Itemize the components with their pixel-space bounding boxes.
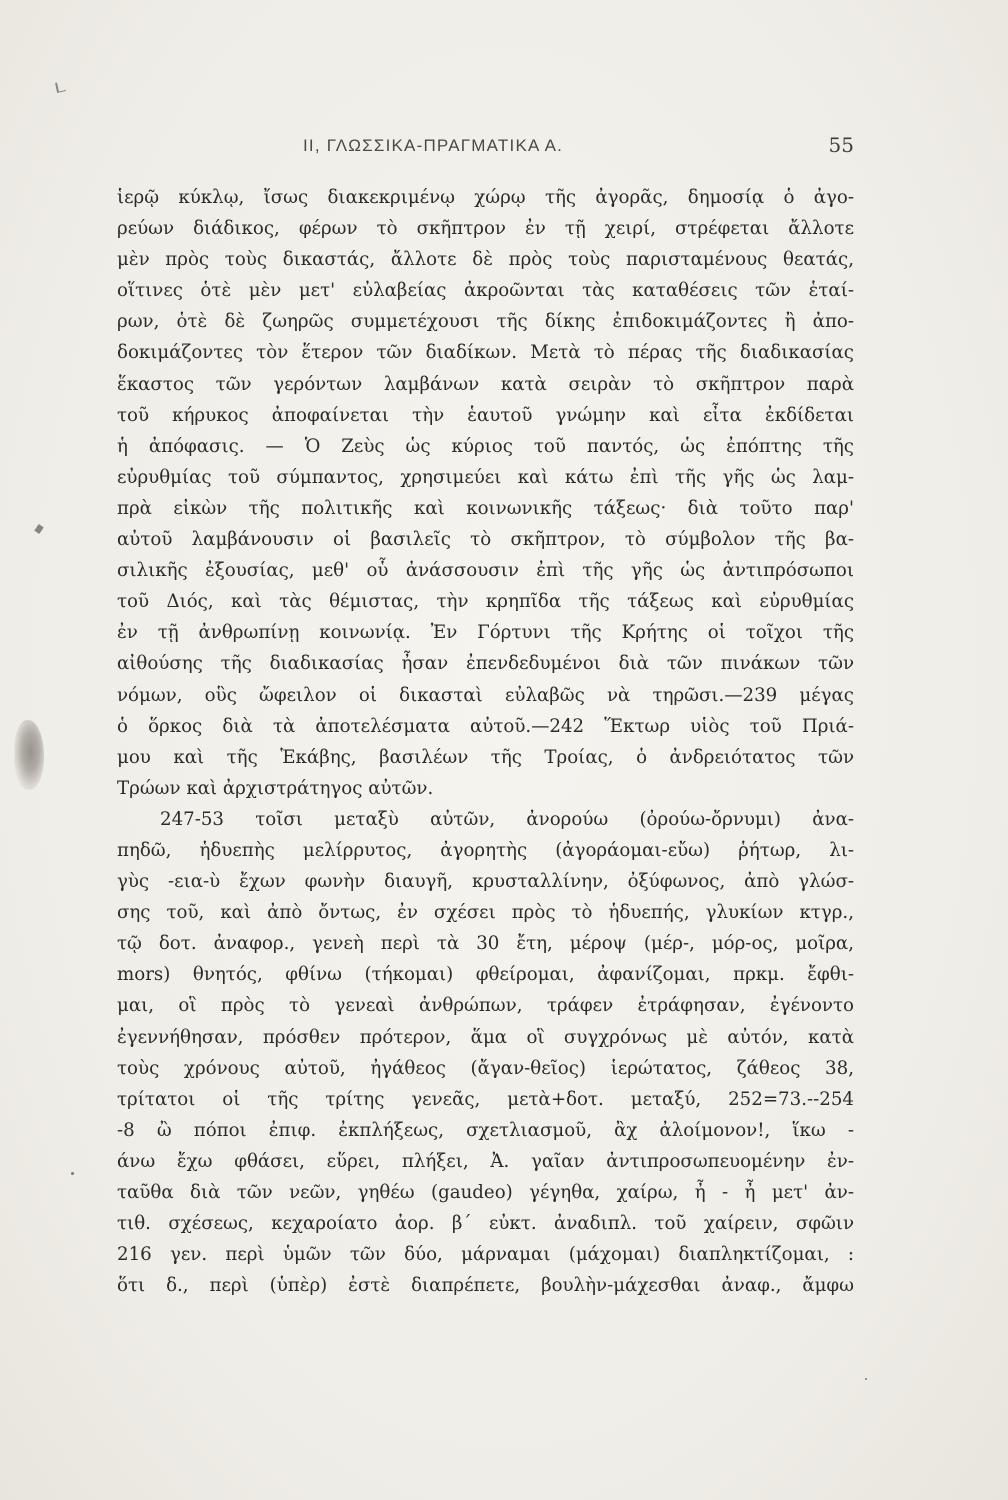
text-line: πηδῶ, ἡδυεπὴς μελίρρυτος, ἀγορητὴς (ἀγοράομαι-εὔω) ῥήτωρ, λι- bbox=[117, 839, 854, 861]
text-line: εὐρυθμίας τοῦ σύμπαντος, χρησιμεύει καὶ κάτω ἐπὶ τῆς γῆς ὡς λαμ- bbox=[117, 466, 854, 488]
text-line: τιθ. σχέσεως, κεχαροίατο ἀορ. β΄ εὐκτ. ἀναδιπλ. τοῦ χαίρειν, σφῶιν bbox=[117, 1213, 854, 1235]
text-line: αἰθούσης τῆς διαδικασίας ἦσαν ἐπενδεδυμένοι διὰ τῶν πινάκων τῶν bbox=[117, 653, 854, 675]
text-line: ἕκαστος τῶν γερόντων λαμβάνων κατὰ σειρὰν τὸ σκῆπτρον παρὰ bbox=[117, 373, 854, 395]
margin-mark bbox=[34, 524, 44, 534]
text-line: τοῦ Διός, καὶ τὰς θέμιστας, τὴν κρηπῖδα τῆς τάξεως καὶ εὐρυθμίας bbox=[117, 591, 854, 613]
text-line: ταῦθα διὰ τῶν νεῶν, γηθέω (gaudeo) γέγηθα, χαίρω, ἦ - ἦ μετ' ἀν- bbox=[117, 1182, 854, 1203]
text-line: 247-53 τοῖσι μεταξὺ αὐτῶν, ἀνορούω (ὀρούω-ὄρνυμι) ἀνα- bbox=[160, 808, 854, 830]
text-line: γὺς -εια-ὺ ἔχων φωνὴν διαυγῆ, κρυσταλλίνην, ὀξύφωνος, ἀπὸ γλώσ- bbox=[117, 871, 854, 893]
text-line: τοῦ κήρυκος ἀποφαίνεται τὴν ἑαυτοῦ γνώμην καὶ εἶτα ἐκδίδεται bbox=[117, 404, 854, 426]
text-line: Τρώων καὶ ἀρχιστράτηγος αὐτῶν. bbox=[117, 777, 434, 799]
text-line: νόμων, οὓς ὤφειλον οἱ δικασταὶ εὐλαβῶς νὰ τηρῶσι.—239 μέγας bbox=[117, 684, 854, 706]
margin-mark bbox=[55, 81, 66, 93]
text-line: τοὺς χρόνους αὐτοῦ, ἠγάθεος (ἄγαν-θεῖος) ἱερώτατος, ζάθεος 38, bbox=[117, 1057, 854, 1079]
text-line: ἐν τῇ ἀνθρωπίνῃ κοινωνίᾳ. Ἐν Γόρτυνι τῆς Κρήτης οἱ τοῖχοι τῆς bbox=[117, 622, 854, 644]
page-number: 55 bbox=[828, 133, 854, 157]
text-line: -8 ὢ πόποι ἐπιφ. ἐκπλήξεως, σχετλιασμοῦ, ἂχ ἀλοίμονον!, ἵκω - bbox=[117, 1119, 854, 1141]
text-line: μαι, οἳ πρὸς τὸ γενεαὶ ἀνθρώπων, τράφεν ἐτράφησαν, ἐγένοντο bbox=[117, 995, 854, 1017]
text-line: ἡ ἀπόφασις. — Ὁ Ζεὺς ὡς κύριος τοῦ παντός, ὡς ἐπόπτης τῆς bbox=[117, 435, 854, 457]
ink-speck bbox=[865, 1378, 867, 1380]
running-title: II, ΓΛΩΣΣΙΚΑ-ΠΡΑΓΜΑΤΙΚΑ Α. bbox=[303, 136, 564, 155]
text-line: μου καὶ τῆς Ἑκάβης, βασιλέων τῆς Τροίας, ὁ ἀνδρειότατος τῶν bbox=[117, 746, 854, 768]
text-line: τρίτατοι οἱ τῆς τρίτης γενεᾶς, μετὰ+δοτ. μεταξύ, 252=73.--254 bbox=[117, 1088, 854, 1110]
text-line: τῷ δοτ. ἀναφορ., γενεὴ περὶ τὰ 30 ἔτη, μέροψ (μέρ-, μόρ-ος, μοῖρα, bbox=[117, 933, 854, 955]
text-line: άνω ἔχω φθάσει, εὕρει, πλήξει, Ἀ. γαῖαν ἀντιπροσωπευομένην ἐν- bbox=[117, 1150, 854, 1172]
ink-speck bbox=[71, 1172, 74, 1175]
text-line: ἐγεννήθησαν, πρόσθεν πρότερον, ἅμα οἳ συγχρόνως μὲ αὐτόν, κατὰ bbox=[117, 1026, 854, 1048]
text-line: δοκιμάζοντες τὸν ἕτερον τῶν διαδίκων. Μετὰ τὸ πέρας τῆς διαδικασίας bbox=[117, 342, 854, 364]
text-line: ἱερῷ κύκλῳ, ἴσως διακεκριμένῳ χώρῳ τῆς ἀγορᾶς, δημοσίᾳ ὁ ἀγο- bbox=[117, 187, 854, 208]
text-line: 216 γεν. περὶ ὑμῶν τῶν δύο, μάρναμαι (μάχομαι) διαπληκτίζομαι, : bbox=[117, 1244, 854, 1266]
text-line: αὐτοῦ λαμβάνουσιν οἱ βασιλεῖς τὸ σκῆπτρον, τὸ σύμβολον τῆς βα- bbox=[117, 529, 854, 551]
text-line: ὅτι δ., περὶ (ὑπὲρ) ἐστὲ διαπρέπετε, βουλὴν-μάχεσθαι ἀναφ., ἄμφω bbox=[117, 1275, 854, 1297]
text-line: ρεύων διάδικος, φέρων τὸ σκῆπτρον ἐν τῇ χειρί, στρέφεται ἄλλοτε bbox=[117, 218, 854, 240]
text-line: μὲν πρὸς τοὺς δικαστάς, ἄλλοτε δὲ πρὸς τοὺς παρισταμένους θεατάς, bbox=[117, 249, 854, 271]
text-line: σης τοῦ, καὶ ἀπὸ ὄντως, ἐν σχέσει πρὸς τὸ ἡδυεπής, γλυκίων κτγρ., bbox=[117, 902, 854, 924]
body-text bbox=[117, 182, 854, 1301]
page-header bbox=[303, 133, 854, 162]
paper-stain bbox=[14, 720, 44, 790]
text-line: mors) θνητός, φθίνω (τήκομαι) φθείρομαι, ἀφανίζομαι, πρκμ. ἔφθι- bbox=[117, 964, 854, 986]
text-line: πρὰ εἰκὼν τῆς πολιτικῆς καὶ κοινωνικῆς τάξεως· διὰ τοῦτο παρ' bbox=[117, 497, 854, 519]
text-line: ὁ ὅρκος διὰ τὰ ἀποτελέσματα αὐτοῦ.—242 Ἕκτωρ υἱὸς τοῦ Πριά- bbox=[117, 715, 854, 737]
text-line: σιλικῆς ἐξουσίας, μεθ' οὗ ἀνάσσουσιν ἐπὶ τῆς γῆς ὡς ἀντιπρόσωποι bbox=[117, 560, 854, 582]
text-line: ρων, ὁτὲ δὲ ζωηρῶς συμμετέχουσι τῆς δίκης ἐπιδοκιμάζοντες ἢ ἀπο- bbox=[117, 311, 854, 333]
text-line: οἵτινες ὁτὲ μὲν μετ' εὐλαβείας ἀκροῶνται τὰς καταθέσεις τῶν ἑταί- bbox=[117, 280, 854, 302]
